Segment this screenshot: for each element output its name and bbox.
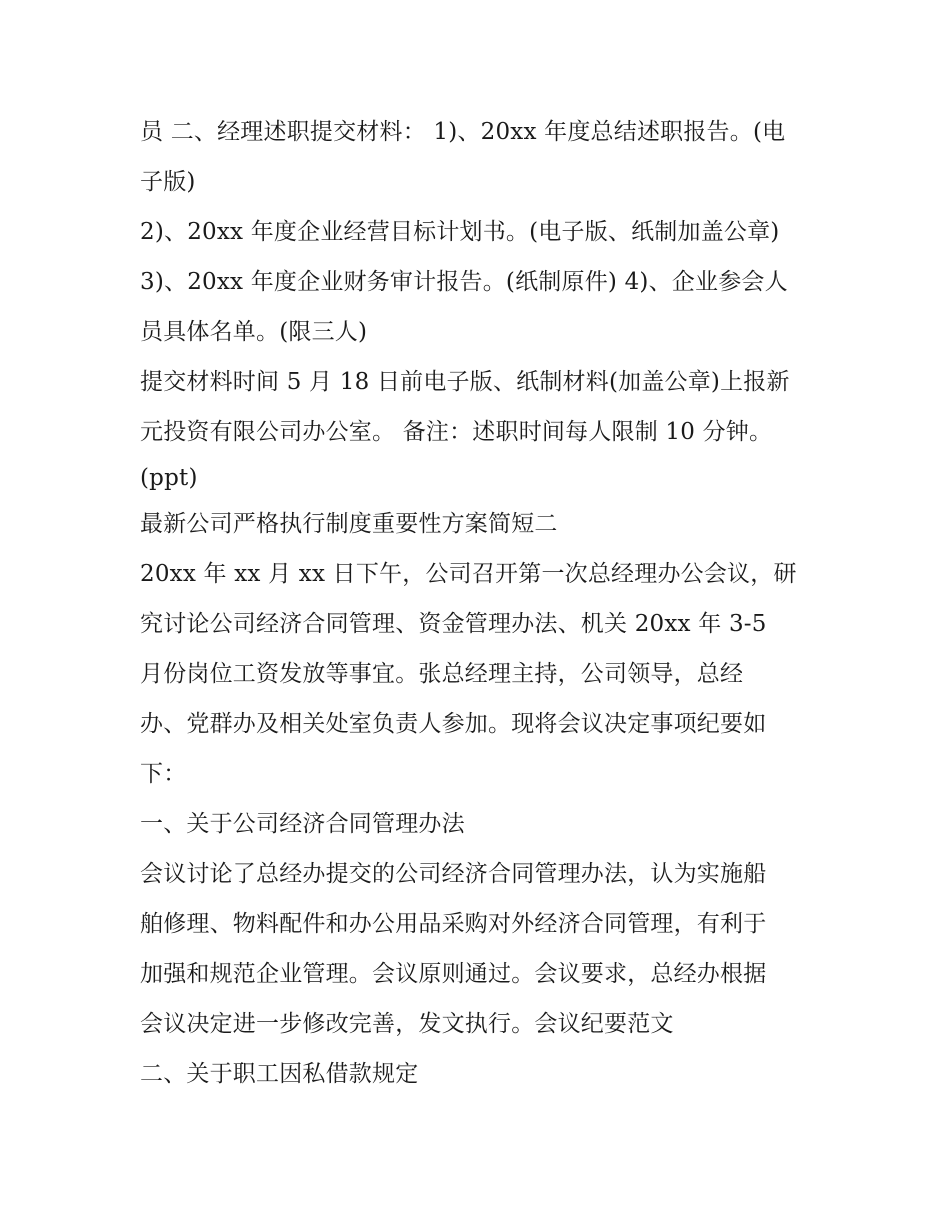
text-line: 加强和规范企业管理。会议原则通过。会议要求，总经办根据 — [140, 961, 767, 987]
text-line: 舶修理、物料配件和办公用品采购对外经济合同管理，有利于 — [140, 911, 767, 937]
text-line: 2)、20xx 年度企业经营目标计划书。(电子版、纸制加盖公章) — [140, 219, 780, 245]
text-line: 员 二、经理述职提交材料： 1)、20xx 年度总结述职报告。(电 — [140, 119, 786, 145]
document-body — [140, 107, 820, 1099]
text-line: 子版) — [140, 169, 196, 195]
text-line: 20xx 年 xx 月 xx 日下午，公司召开第一次总经理办公会议，研 — [140, 561, 797, 587]
text-line: 元投资有限公司办公室。 备注：述职时间每人限制 10 分钟。 — [140, 419, 773, 445]
text-line: 3)、20xx 年度企业财务审计报告。(纸制原件) 4)、企业参会人 — [140, 269, 788, 295]
text-line: 会议讨论了总经办提交的公司经济合同管理办法，认为实施船 — [140, 861, 767, 887]
text-line: 月份岗位工资发放等事宜。张总经理主持，公司领导，总经 — [140, 661, 744, 687]
text-line: 办、党群办及相关处室负责人参加。现将会议决定事项纪要如 — [140, 711, 767, 737]
text-line: 提交材料时间 5 月 18 日前电子版、纸制材料(加盖公章)上报新 — [140, 369, 790, 395]
section-heading: 二、关于职工因私借款规定 — [140, 1061, 419, 1087]
text-line: (ppt) — [140, 465, 198, 491]
section-heading: 最新公司严格执行制度重要性方案简短二 — [140, 511, 558, 537]
text-line: 会议决定进一步修改完善，发文执行。会议纪要范文 — [140, 1011, 674, 1037]
text-line: 员具体名单。(限三人) — [140, 319, 368, 345]
text-line: 究讨论公司经济合同管理、资金管理办法、机关 20xx 年 3-5 — [140, 611, 767, 637]
text-line: 下： — [140, 761, 187, 787]
section-heading: 一、关于公司经济合同管理办法 — [140, 811, 465, 837]
